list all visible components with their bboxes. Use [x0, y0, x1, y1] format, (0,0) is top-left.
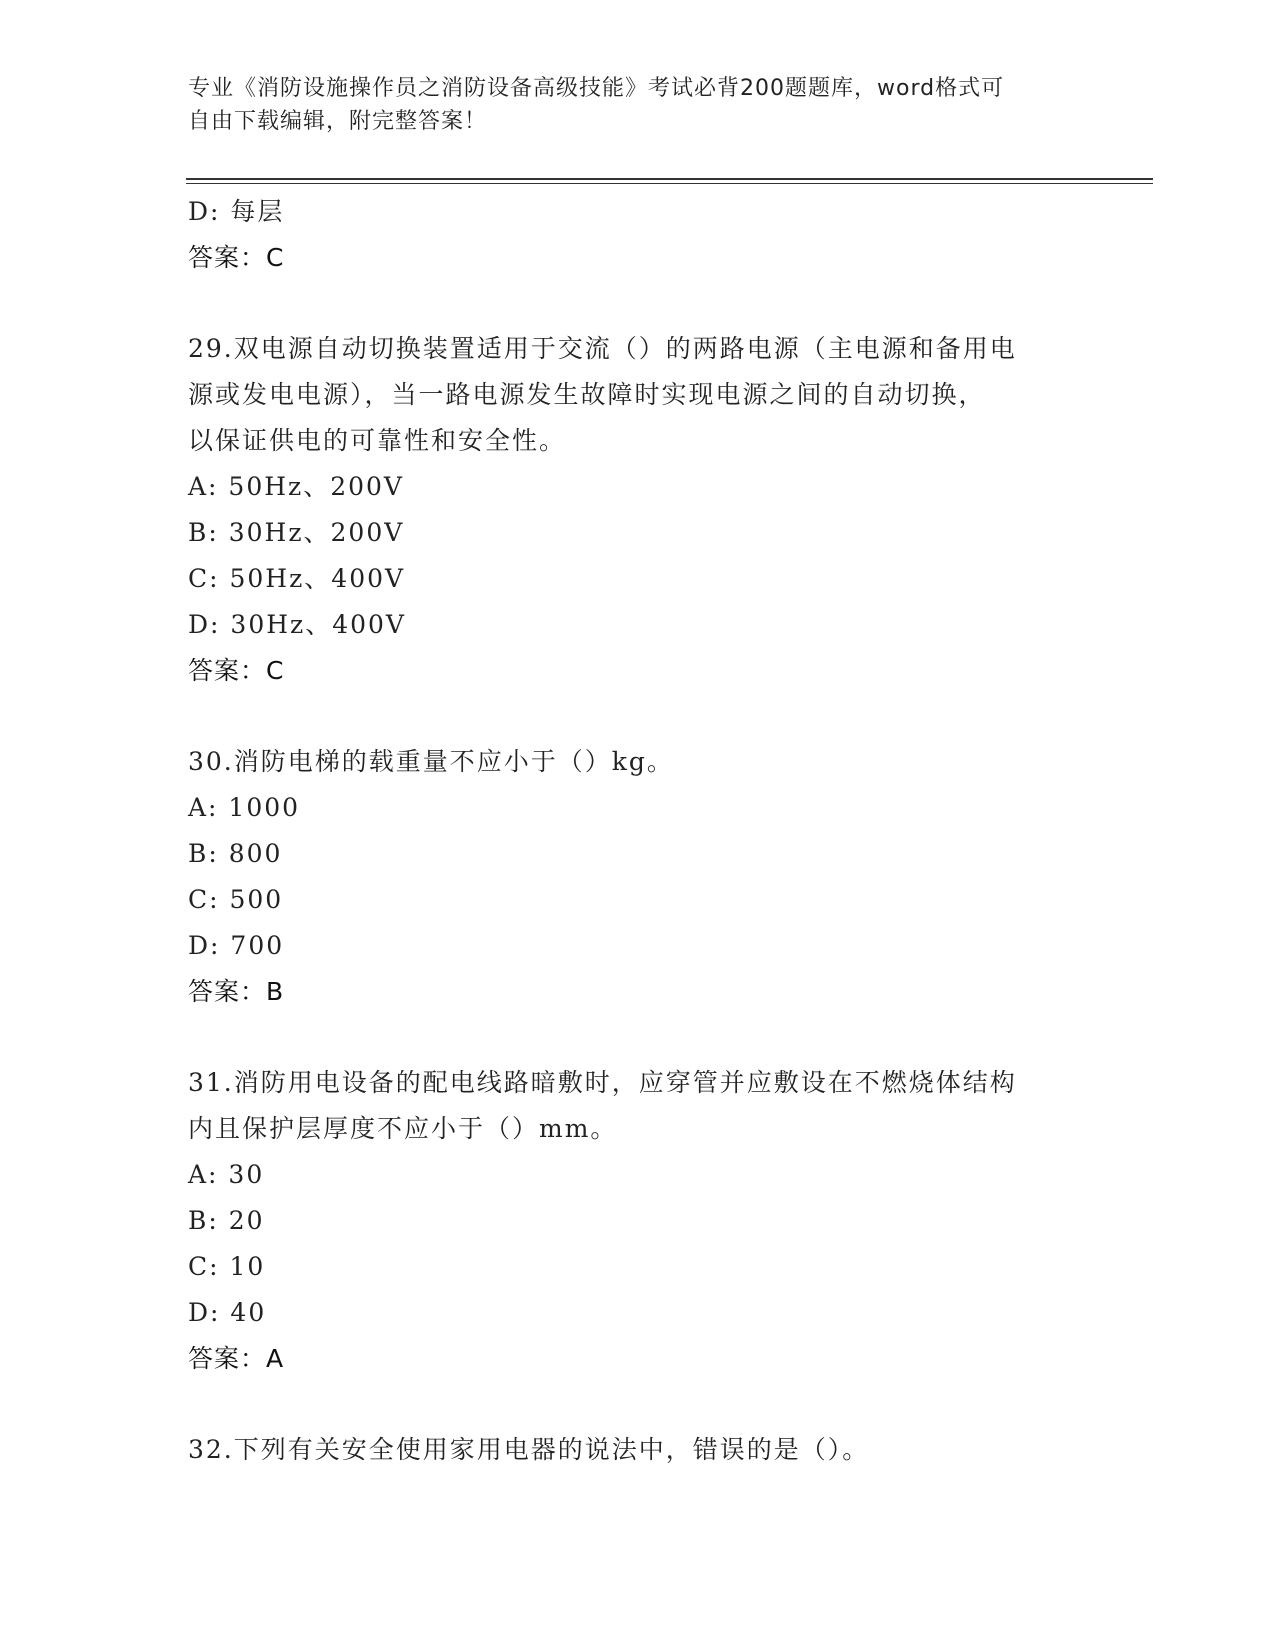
question-stem-line: 内且保护层厚度不应小于（）mm。 — [188, 1114, 618, 1143]
header-line-1: 专业《消防设施操作员之消防设备高级技能》考试必背200题题库，word格式可 — [188, 76, 1005, 101]
answer-line: 答案：B — [188, 977, 285, 1006]
spacer — [188, 281, 1088, 326]
option-d: D: 30Hz、400V — [188, 610, 406, 639]
option-c: C: 50Hz、400V — [188, 564, 406, 593]
question-stem-line: 30.消防电梯的载重量不应小于（）kg。 — [188, 747, 674, 776]
question-32 — [188, 1427, 1088, 1473]
spacer — [188, 1015, 1088, 1060]
question-stem-line: 29.双电源自动切换装置适用于交流（）的两路电源（主电源和备用电 — [188, 334, 1017, 363]
answer-line: 答案：C — [188, 243, 285, 272]
header-rule-thick — [186, 178, 1153, 180]
answer-line: 答案：A — [188, 1344, 285, 1373]
option-a: A: 30 — [188, 1160, 265, 1189]
option-c: C: 500 — [188, 885, 284, 914]
option-b: B: 800 — [188, 839, 283, 868]
option-c: C: 10 — [188, 1252, 266, 1281]
header-line-2: 自由下载编辑，附完整答案！ — [188, 109, 488, 134]
question-stem-line: 以保证供电的可靠性和安全性。 — [188, 426, 567, 455]
spacer — [188, 694, 1088, 739]
option-b: B: 20 — [188, 1206, 265, 1235]
option-d: D: 700 — [188, 931, 285, 960]
question-stem-line: 源或发电电源），当一路电源发生故障时实现电源之间的自动切换， — [188, 380, 986, 409]
question-stem-line: 31.消防用电设备的配电线路暗敷时，应穿管并应敷设在不燃烧体结构 — [188, 1068, 1017, 1097]
question-31 — [188, 1060, 1088, 1382]
option-d: D: 40 — [188, 1298, 267, 1327]
option-b: B: 30Hz、200V — [188, 518, 405, 547]
document-header — [188, 72, 1088, 138]
question-30 — [188, 739, 1088, 1015]
option-a: A: 1000 — [188, 793, 301, 822]
header-rule-thin — [186, 183, 1153, 184]
answer-line: 答案：C — [188, 656, 285, 685]
option-d: D: 每层 — [188, 197, 285, 226]
previous-question-tail — [188, 189, 1088, 281]
question-29 — [188, 326, 1088, 694]
document-body — [188, 189, 1088, 1473]
question-stem-line: 32.下列有关安全使用家用电器的说法中，错误的是（）。 — [188, 1435, 870, 1464]
option-a: A: 50Hz、200V — [188, 472, 404, 501]
spacer — [188, 1382, 1088, 1427]
